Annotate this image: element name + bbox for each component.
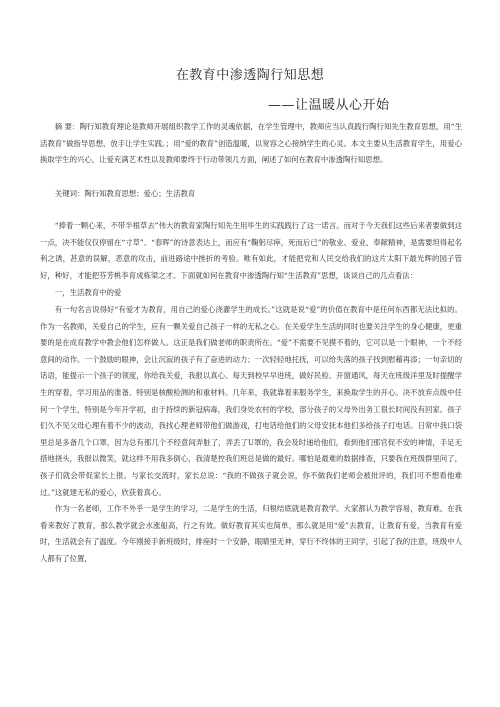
abstract (40, 119, 462, 169)
page-subtitle: ——让温暖从心开始 (268, 98, 390, 113)
keywords (40, 186, 462, 203)
paragraph: 有一句名言说得好“有爱才为教育，用自己的爱心浇灌学生的成长。”这就是说“爱”的价值在教育中是任何东西都无法比拟的。作为一名教师，关爱自己的学生，应有一颗关爱自己孩子一样的无私之心。在关爱学生生活的同时也要关注学生的身心健康，更重要的是在成育教学中教会他们怎样做人。这正是我们做老师的职责所在。“爱”不需要不见摸不着的，它可以是一个眼神，一个不经意间的动作。一个鼓励的眼神，会让沉寂的孩子有了奋进的动力；一次轻轻地托抚，可以给失落的孩子找到慰藉再添；一句亲切的话语，能提示一个孩子的领度，你给我关爱，我报以真心。每天到校早早进班，做好民检、开窗通风，每天在班级洋里及时提醒学生的穿着，学习用品的准备。特别是核酸检测的和重材料。几年来，我就靠着来服务学生，来换取学生的开心。决不放弃点级中任何一个学生，特别是今年开学初，由于持续的新冠病毒，我们身处农村的学校，部分孩子的父母外出务工很长时间没有回家。孩子们久不见父母心理有着不少的波动，我找心理老师带他们做游戏，打电话给他们的父母安抚本他们多给孩子打电话。日常中我口袋里总是多备几个口罩，因为总有那几个不经意间弄脏了，弄丢了U罩的，我会及时递给他们，看到他们那官促不安的神情，手足无措地挠头，我报以微笑，就这样不用我多倒心，我清楚控我们班总是做的最好。哪怕是最难的数据排查，只要我在班级群里问了，孩子们就会带促家长上报。与家长交流时，家长总说：“我的不做孩子就会说，你不做我们老师会被批评的，我们可不想看他难过。”这就建无私的爱心，欣获着真心。 (40, 304, 462, 497)
page-title: 在教育中渗透陶行知思想 (175, 68, 325, 83)
abstract-label: 摘 要： (54, 122, 80, 131)
body-text (40, 218, 462, 567)
keywords-label: 关键词： (54, 189, 85, 198)
abstract-text: 陶行知教育理论是教师开展组织教学工作的灵魂依据，在学生管理中，教师应当认真践行陶行知先生教育思想，用“生活教育”做指导思想，放手让学生实践。；用“爱的教育”创造温暖，以宽容之心接纳学生的心灵。本文主要从生活教育学生，用爱心换取学生的兴心，让爱充满艺术性以及教师要终于行动带领几方面，阐述了如何在教育中渗透陶行知思想。 (40, 122, 462, 165)
paragraph: 作为一名老师，工作不外乎一是学生的学习，二是学生的生活，归根结底就是教育教学。大家都认为教学容易，教育难。在我看来教好了教育，那么教学就会水涨船高，行之有效。做好教育其实也简单，那么就是用“爱”去教育，让教育有爱，当教育有爱时，生活就会有了温度。今年刚接手新班级时，排座时一个安静，眼睛里无神，穿行不终体的王同学，引起了我的注意，班级中人人都有了位置， (40, 504, 463, 563)
paragraph: “捧着一颗心来，不带半根草去”伟大的教育家陶行知先生用毕生的实践践行了这一诺言。而对于今天我们这些后来者要做到这一点，决不能仅仅停留在“寸草”、“春晖”的诗意表达上，而应有“鞠躬尽瘁，死而后已”的敬业、爱业、奉献精神，是需要坦得起名利之诱，甚意的误解，恶意的攻击，前进路途中挫折的考验。唯有如此，才能把党和人民交给我们的这片太阳下最光辉的园子管好，种好，才能把芬芳桃李育成栋梁之才。下面就如何在教育中渗透陶行知“生活教育”思想，谈谈自己的几点看法： (40, 221, 462, 280)
keywords-text: 陶行知教育思想；爱心；生活教育 (84, 189, 196, 198)
section-heading: 一，生活教育中的爱 (54, 288, 122, 298)
